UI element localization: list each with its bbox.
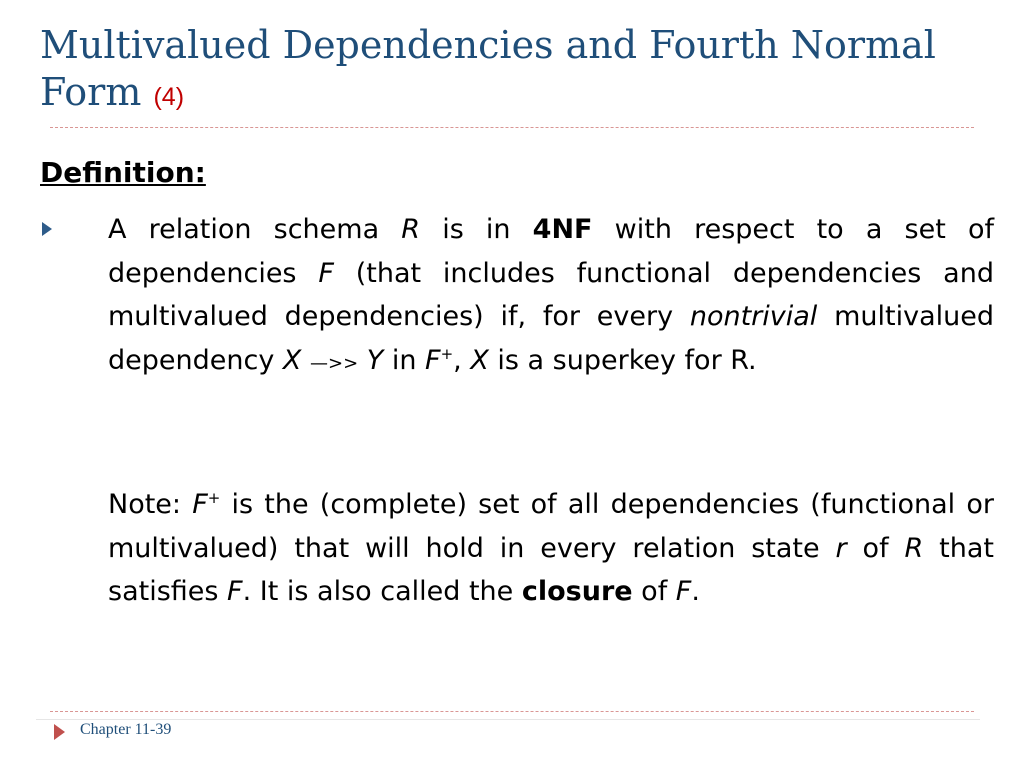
text-run: . It is also called the [242, 576, 522, 607]
text-run: Note: [108, 489, 193, 520]
bullet-arrow-icon [42, 222, 52, 236]
symbol-f-closure: F [192, 489, 208, 520]
footer-divider [50, 711, 974, 712]
footer-triangle-icon [54, 724, 65, 740]
symbol-x: X [282, 344, 302, 376]
text-run: A relation schema [108, 214, 402, 245]
symbol-f: F [675, 576, 692, 607]
slide-title-number: (4) [153, 83, 185, 111]
term-nontrivial: nontrivial [689, 301, 818, 332]
symbol-f: F [227, 576, 243, 607]
definition-heading: Definition: [40, 156, 206, 189]
slide-title-text: Multivalued Dependencies and Fourth Normal Form [40, 23, 936, 114]
text-run: of [632, 576, 676, 607]
text-run: (that includes functional dependencies and multivalued dependencies) if, for every [108, 257, 994, 332]
slide-title [40, 22, 980, 121]
symbol-r: R [401, 214, 421, 245]
text-run: is a superkey for R. [488, 344, 757, 376]
note-paragraph [108, 483, 994, 614]
title-divider [50, 127, 974, 128]
chapter-label: Chapter 11-39 [80, 721, 172, 738]
symbol-f-closure: F [425, 344, 441, 376]
closure-superscript: + [207, 489, 221, 507]
text-run: multivalued dependency [108, 301, 994, 376]
symbol-f: F [318, 257, 334, 289]
text-run: in [383, 344, 426, 376]
text-run: is the (complete) set of all dependencies (functional or multivalued) that will hold in every relation state [108, 489, 995, 564]
closure-superscript: + [440, 344, 454, 363]
symbol-x: X [470, 344, 489, 376]
text-run: , [453, 344, 471, 376]
text-run: of [846, 532, 905, 564]
symbol-r: R [904, 532, 924, 564]
term-4nf: 4NF [532, 214, 593, 245]
text-run: that satisfies [108, 532, 994, 607]
mvd-arrow: —>> [309, 352, 359, 374]
symbol-y: Y [366, 344, 384, 376]
text-run: with respect to a set of dependencies [108, 214, 994, 289]
symbol-r-state: r [835, 532, 847, 564]
text-run: is in [420, 214, 533, 245]
term-closure: closure [521, 576, 633, 607]
footer-line [36, 719, 980, 720]
definition-paragraph [108, 208, 994, 385]
text-run: . [691, 576, 700, 607]
